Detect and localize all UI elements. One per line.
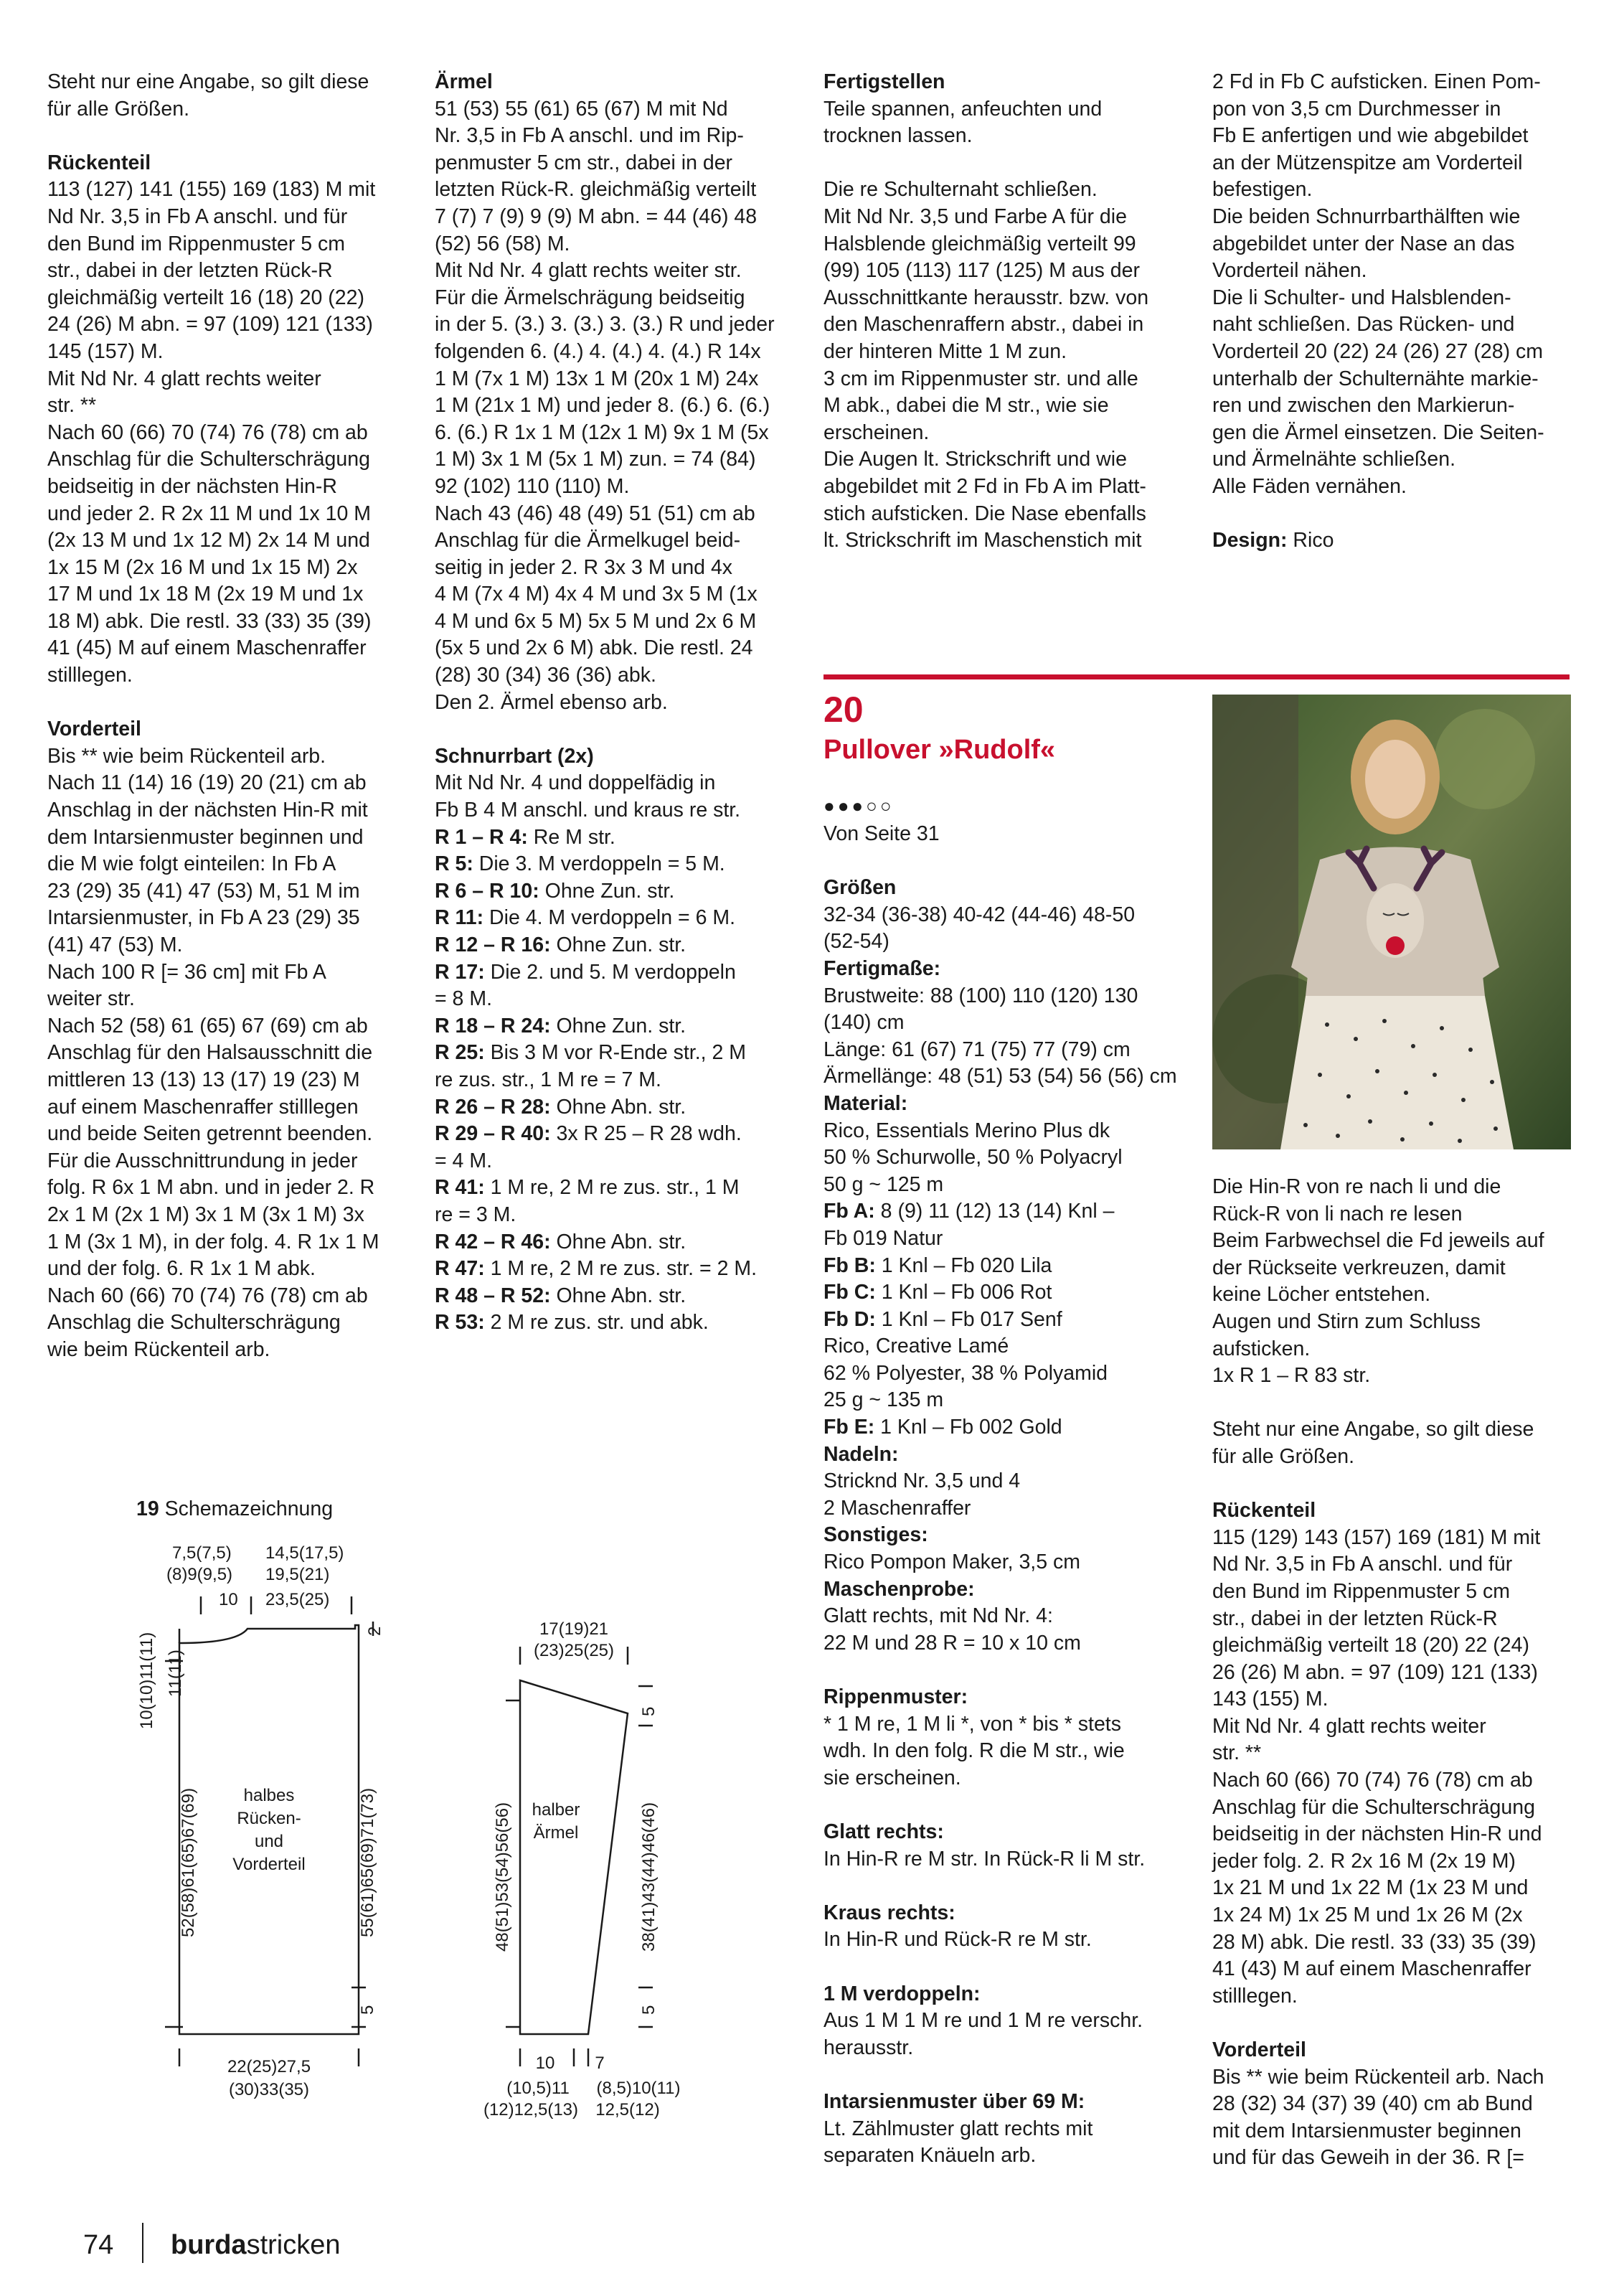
spacer	[435, 716, 808, 743]
column-1	[47, 69, 406, 1364]
sleeve-bottom-left-a: (10,5)11	[506, 2079, 570, 2098]
instruction-row	[435, 905, 808, 932]
column-2	[435, 69, 808, 1337]
section-heading: Fertigmaße:	[823, 956, 941, 980]
instruction-row	[1212, 527, 1578, 555]
section-heading: Schnurrbart (2x)	[435, 744, 594, 768]
row-label: R 1 – R 4:	[435, 825, 528, 849]
instruction-row	[435, 824, 808, 852]
row-text: 2 M re zus. str. und abk.	[484, 1311, 709, 1335]
section-heading: Maschenprobe:	[823, 1577, 975, 1601]
instruction-row	[435, 1309, 808, 1337]
row-label: R 41:	[435, 1176, 485, 1200]
sleeve-top-a: 17(19)21	[539, 1619, 609, 1639]
row-text: 1 M re, 2 M re zus. str. = 2 M.	[484, 1257, 758, 1281]
row-text: Ohne Abn. str.	[550, 1284, 686, 1307]
row-text: 3x R 25 – R 28 wdh. = 4 M.	[435, 1122, 742, 1172]
paragraph: Rico Pompon Maker, 3,5 cm	[823, 1551, 1080, 1574]
body-bottom-b: (30)33(35)	[228, 2080, 310, 2099]
row-label: Fb B:	[823, 1253, 876, 1277]
row-text: Ohne Zun. str.	[550, 1014, 686, 1038]
body-left-height-top: 10(10)11(11)	[137, 1632, 156, 1729]
body-label-1: halbes	[243, 1786, 295, 1805]
instruction-row	[823, 1414, 1189, 1441]
section-heading: Rippenmuster:	[823, 1685, 968, 1708]
body-top-right-b: 19,5(21)	[265, 1565, 330, 1584]
paragraph: Die Hin-R von re nach li und die Rück-R von li nach re lesen Beim Farbwechsel die Fd jeweils auf der Rückseite verkreuzen, damit keine Löcher entstehen. Augen und Stirn zum Schluss aufsticken. 1x R 1 – R 83 str.	[1212, 1175, 1544, 1388]
section-heading: Ärmel	[435, 70, 493, 93]
row-text: Die 3. M verdoppeln = 5 M.	[473, 852, 725, 876]
body-top-left-a: 7,5(7,5)	[172, 1543, 232, 1563]
row-label: Fb E:	[823, 1416, 875, 1439]
paragraph: In Hin-R re M str. In Rück-R li M str.	[823, 1847, 1146, 1871]
paragraph: Teile spannen, anfeuchten und trocknen lassen.	[823, 97, 1103, 148]
row-text: Rico	[1287, 529, 1334, 552]
row-label: R 25:	[435, 1041, 485, 1065]
paragraph: Stricknd Nr. 3,5 und 4 2 Maschenraffer	[823, 1469, 1021, 1520]
schematic-diagram	[115, 1492, 760, 2138]
column-4-finishing	[1212, 69, 1578, 555]
section-heading: Material:	[823, 1091, 908, 1115]
section-heading: Nadeln:	[823, 1442, 899, 1466]
row-text: 1 Knl – Fb 002 Gold	[874, 1416, 1062, 1439]
body-top-left-b: (8)9(9,5)	[166, 1565, 233, 1584]
row-text: 8 (9) 11 (12) 13 (14) Knl – Fb 019 Natur	[823, 1200, 1115, 1250]
paragraph: 32-34 (36-38) 40-42 (44-46) 48-50 (52-54)	[823, 903, 1136, 954]
difficulty-rating: ●●●○○	[823, 795, 895, 817]
body-left-height-small: 11(11)	[166, 1650, 185, 1697]
paragraph: 2 Fd in Fb C aufsticken. Einen Pom- pon von 3,5 cm Durchmesser in Fb E anfertigen und wie abgebildet an der Mützenspitze am Vorderteil befestigen. Die beiden Schnurrbarthälften wie abgebildet unter der Nase an das Vorderteil nähen. Die li Schulter- und Halsblenden- naht schließen. Das Rücken- und Vorderteil 20 (22) 24 (26) 27 (28) cm unterhalb der Schulternähte markie- ren und zwischen den Markierun- gen die Ärmel einsetzen. Die Seiten- und Ärmelnähte schließen. Alle Fäden vernähen.	[1212, 70, 1544, 498]
row-label: R 48 – R 52:	[435, 1284, 551, 1307]
schema-label: Schemazeichnung	[164, 1497, 334, 1520]
sleeve-right-height: 38(41)43(44)46(46)	[639, 1802, 659, 1952]
section-heading: Kraus rechts:	[823, 1901, 955, 1924]
body-top-right-c: 23,5(25)	[265, 1590, 330, 1609]
row-label: R 6 – R 10:	[435, 879, 539, 903]
paragraph: Brustweite: 88 (100) 110 (120) 130 (140) cm Länge: 61 (67) 71 (75) 77 (79) cm Ärmellänge: 48 (51) 53 (54) 56 (56) cm	[823, 984, 1177, 1088]
row-text: Re M str.	[527, 825, 615, 849]
schema-number: 19	[136, 1497, 159, 1520]
body-label-2: Rücken-	[237, 1809, 301, 1828]
spacer	[823, 2061, 1189, 2089]
row-text: Bis 3 M vor R-Ende str., 2 M re zus. str., 1 M re = 7 M.	[435, 1041, 746, 1091]
spacer	[823, 1792, 1189, 1819]
instruction-row	[435, 932, 808, 959]
row-label: R 29 – R 40:	[435, 1122, 551, 1146]
page-number: 74	[83, 2230, 114, 2260]
spacer	[47, 690, 406, 717]
sleeve-bottom-right-b: 12,5(12)	[595, 2100, 660, 2119]
row-text: Die 2. und 5. M verdoppeln = 8 M.	[435, 960, 736, 1011]
row-text: Ohne Zun. str.	[550, 933, 686, 956]
row-label: Fb A:	[823, 1200, 875, 1223]
instruction-row	[435, 1283, 808, 1310]
instruction-row	[435, 851, 808, 878]
row-label: Fb D:	[823, 1307, 876, 1331]
column-3-materials	[823, 821, 1189, 2170]
sleeve-outline	[520, 1680, 628, 2034]
paragraph: Aus 1 M 1 M re und 1 M re verschr. herausstr.	[823, 2009, 1143, 2059]
body-top-10: 10	[219, 1590, 238, 1609]
paragraph: Die re Schulternaht schließen. Mit Nd Nr. 3,5 und Farbe A für die Halsblende gleichmäßig verteilt 99 (99) 105 (113) 117 (125) M aus der Ausschnittkante herausstr. bzw. von den Maschenraffern abstr., dabei in der hinteren Mitte 1 M zun. 3 cm im Rippenmuster str. und alle M abk., dabei die M str., wie sie erscheinen. Die Augen lt. Strickschrift und wie abgebildet mit 2 Fd in Fb A im Platt- stich aufsticken. Die Nase ebenfalls lt. Strickschrift im Maschenstich mit	[823, 178, 1149, 552]
body-label-3: und	[254, 1832, 284, 1851]
paragraph: Steht nur eine Angabe, so gilt diese für alle Größen.	[1212, 1418, 1534, 1468]
section-heading: Intarsienmuster über 69 M:	[823, 2089, 1085, 2113]
spacer	[823, 1954, 1189, 1981]
row-label: R 17:	[435, 960, 485, 984]
section-heading: Rückenteil	[1212, 1499, 1316, 1523]
instruction-row	[823, 1307, 1189, 1334]
sleeve-right-top-5: 5	[639, 1706, 659, 1716]
spacer	[823, 1657, 1189, 1684]
row-label: R 47:	[435, 1257, 485, 1281]
instruction-row	[435, 1175, 808, 1228]
spacer	[823, 1873, 1189, 1900]
row-label: R 42 – R 46:	[435, 1230, 551, 1253]
instruction-row	[823, 1279, 1189, 1307]
spacer	[823, 848, 1189, 875]
row-text: 1 Knl – Fb 017 Senf	[875, 1307, 1062, 1331]
row-label: R 11:	[435, 906, 484, 930]
paragraph: Mit Nd Nr. 4 und doppelfädig in Fb B 4 M anschl. und kraus re str.	[435, 771, 741, 822]
section-heading: Vorderteil	[1212, 2038, 1306, 2061]
sleeve-bottom-left-b: (12)12,5(13)	[483, 2100, 579, 2119]
paragraph: In Hin-R und Rück-R re M str.	[823, 1928, 1092, 1952]
instruction-row	[435, 1040, 808, 1093]
sleeve-left-height: 48(51)53(54)56(56)	[493, 1802, 512, 1952]
instruction-row	[823, 1253, 1189, 1280]
section-heading: Glatt rechts:	[823, 1820, 944, 1843]
brand-light: stricken	[246, 2230, 341, 2260]
brand-bold: burda	[171, 2230, 247, 2260]
paragraph: 115 (129) 143 (157) 169 (181) M mit Nd Nr. 3,5 in Fb A anschl. und für den Bund im Rippenmuster 5 cm str., dabei in der letzten Rück-R gleichmäßig verteilt 18 (20) 22 (24) 26 (26) M abn. = 97 (109) 121 (133) 143 (155) M. Mit Nd Nr. 4 glatt rechts weiter str. ** Nach 60 (66) 70 (74) 76 (78) cm ab Anschlag für die Schulterschrägung beidseitig in der nächsten Hin-R und jeder folg. 2. R 2x 16 M (2x 19 M) 1x 21 M und 1x 22 M (1x 23 M und 1x 24 M) 1x 25 M und 1x 26 M (2x 28 M) abk. Die restl. 33 (33) 35 (39) 41 (43) M auf einem Maschenraffer stilllegen.	[1212, 1525, 1542, 2008]
row-text: Die 4. M verdoppeln = 6 M.	[483, 906, 736, 930]
body-right-5: 5	[358, 2005, 377, 2015]
spacer	[47, 123, 406, 150]
paragraph: Rico, Creative Lamé 62 % Polyester, 38 % Polyamid 25 g ~ 135 m	[823, 1335, 1108, 1412]
instruction-row	[823, 1198, 1189, 1252]
instruction-row	[435, 1121, 808, 1175]
spacer	[823, 150, 1189, 177]
paragraph: Bis ** wie beim Rückenteil arb. Nach 11 (14) 16 (19) 20 (21) cm ab Anschlag in der nächsten Hin-R mit dem Intarsienmuster beginnen und die M wie folgt einteilen: In Fb A 23 (29) 35 (41) 47 (53) M, 51 M im Intarsienmuster, in Fb A 23 (29) 35 (41) 47 (53) M. Nach 100 R [= 36 cm] mit Fb A weiter str. Nach 52 (58) 61 (65) 67 (69) cm ab Anschlag für den Halsausschnitt die mittleren 13 (13) 13 (17) 19 (23) M auf einem Maschenraffer stilllegen und beide Seiten getrennt beenden. Für die Ausschnittrundung in jeder folg. R 6x 1 M abn. und in jeder 2. R 2x 1 M (2x 1 M) 3x 1 M (3x 1 M) 3x 1 M (3x 1 M), in der folg. 4. R 1x 1 M und der folg. 6. R 1x 1 M abk. Nach 60 (66) 70 (74) 76 (78) cm ab Anschlag die Schulterschrägung wie beim Rückenteil arb.	[47, 744, 379, 1361]
row-text: Ohne Zun. str.	[539, 879, 675, 903]
paragraph: 113 (127) 141 (155) 169 (183) M mit Nd Nr. 3,5 in Fb A anschl. und für den Bund im Rippenmuster 5 cm str., dabei in der letzten Rück-R gleichmäßig verteilt 16 (18) 20 (22) 24 (26) M abn. = 97 (109) 121 (133) 145 (157) M. Mit Nd Nr. 4 glatt rechts weiter str. ** Nach 60 (66) 70 (74) 76 (78) cm ab Anschlag für die Schulterschrägung beidseitig in der nächsten Hin-R und jeder 2. R 2x 11 M und 1x 10 M (2x 13 M und 1x 12 M) 2x 14 M und 1x 15 M (2x 16 M und 1x 15 M) 2x 17 M und 1x 18 M (2x 19 M und 1x 18 M) abk. Die restl. 33 (33) 35 (39) 41 (45) M auf einem Maschenraffer stilllegen.	[47, 178, 376, 687]
brand-logo	[171, 2230, 340, 2261]
body-bottom-a: 22(25)27,5	[227, 2057, 311, 2076]
body-left-height-main: 52(58)61(65)67(69)	[179, 1787, 198, 1937]
instruction-row	[435, 1256, 808, 1283]
body-right-height-main: 55(61)65(69)71(73)	[358, 1787, 377, 1937]
sleeve-bottom-10: 10	[535, 2053, 555, 2073]
spacer	[1212, 1471, 1578, 1498]
body-outline	[179, 1625, 359, 2034]
section-divider	[823, 674, 1570, 679]
row-label: R 26 – R 28:	[435, 1095, 551, 1119]
paragraph: Steht nur eine Angabe, so gilt diese für alle Größen.	[47, 70, 369, 121]
sweater-photo	[1212, 695, 1571, 1149]
row-text: 1 M re, 2 M re zus. str., 1 M re = 3 M.	[435, 1176, 740, 1226]
sleeve-label-1: halber	[532, 1800, 580, 1820]
instruction-row	[435, 1094, 808, 1121]
body-top-right-a: 14,5(17,5)	[265, 1543, 344, 1563]
row-label: R 5:	[435, 852, 473, 876]
column-4-instructions	[1212, 1174, 1578, 2172]
instruction-row	[435, 878, 808, 905]
pattern-number: 20	[823, 690, 864, 730]
sleeve-right-bottom-5: 5	[639, 2005, 659, 2015]
row-text: 1 Knl – Fb 020 Lila	[875, 1253, 1052, 1277]
section-heading: Größen	[823, 876, 897, 900]
paragraph: * 1 M re, 1 M li *, von * bis * stets wdh. In den folg. R die M str., wie sie erscheinen.	[823, 1712, 1125, 1789]
section-heading: Vorderteil	[47, 718, 141, 741]
paragraph: Glatt rechts, mit Nd Nr. 4: 22 M und 28 R = 10 x 10 cm	[823, 1604, 1081, 1655]
sleeve-bottom-right-a: (8,5)10(11)	[596, 2079, 681, 2098]
body-label-4: Vorderteil	[232, 1855, 306, 1874]
paragraph: Bis ** wie beim Rückenteil arb. Nach 28 (32) 34 (37) 39 (40) cm ab Bund mit dem Intarsienmuster beginnen und für das Geweih in der 36. R [=	[1212, 2065, 1544, 2170]
spacer	[1212, 501, 1578, 528]
instruction-row	[435, 1229, 808, 1256]
spacer	[1212, 1390, 1578, 1417]
row-label: R 12 – R 16:	[435, 933, 551, 956]
section-heading: Rückenteil	[47, 151, 151, 174]
row-text: Ohne Abn. str.	[550, 1095, 686, 1119]
row-label: Design:	[1212, 529, 1288, 552]
footer-divider	[142, 2223, 143, 2263]
spacer	[1212, 2010, 1578, 2037]
row-text: Ohne Abn. str.	[550, 1230, 686, 1253]
paragraph: 51 (53) 55 (61) 65 (67) M mit Nd Nr. 3,5 in Fb A anschl. und im Rip- penmuster 5 cm str., dabei in der letzten Rück-R. gleichmäßig verteilt 7 (7) 7 (9) 9 (9) M abn. = 44 (46) 48 (52) 56 (58) M. Mit Nd Nr. 4 glatt rechts weiter str. Für die Ärmelschrägung beidseitig in der 5. (3.) 3. (3.) 3. (3.) R und jeder folgenden 6. (4.) 4. (4.) 4. (4.) R 14x 1 M (7x 1 M) 13x 1 M (20x 1 M) 24x 1 M (21x 1 M) und jeder 8. (6.) 6. (6.) 6. (6.) R 1x 1 M (12x 1 M) 9x 1 M (5x 1 M) 3x 1 M (5x 1 M) zun. = 74 (84) 92 (102) 110 (110) M. Nach 43 (46) 48 (49) 51 (51) cm ab Anschlag für die Ärmelkugel beid- seitig in jeder 2. R 3x 3 M und 4x 4 M (7x 4 M) 4x 4 M und 3x 5 M (1x 4 M und 6x 5 M) 5x 5 M und 2x 6 M (5x 5 und 2x 6 M) abk. Die restl. 24 (28) 30 (34) 36 (36) abk. Den 2. Ärmel ebenso arb.	[435, 97, 775, 714]
paragraph: Von Seite 31	[823, 822, 940, 845]
paragraph: Rico, Essentials Merino Plus dk 50 % Schurwolle, 50 % Polyacryl 50 g ~ 125 m	[823, 1119, 1123, 1196]
sleeve-label-2: Ärmel	[533, 1823, 579, 1843]
paragraph: Lt. Zählmuster glatt rechts mit separaten Knäueln arb.	[823, 2117, 1093, 2168]
instruction-row	[435, 1013, 808, 1040]
column-3-finishing	[823, 69, 1189, 555]
sleeve-top-b: (23)25(25)	[533, 1641, 615, 1660]
row-label: Fb C:	[823, 1281, 876, 1304]
row-label: R 53:	[435, 1311, 485, 1335]
row-text: 1 Knl – Fb 006 Rot	[875, 1281, 1052, 1304]
section-heading: Sonstiges:	[823, 1523, 928, 1547]
section-heading: Fertigstellen	[823, 70, 945, 93]
section-heading: 1 M verdoppeln:	[823, 1982, 981, 2005]
instruction-row	[435, 959, 808, 1013]
pattern-title: Pullover »Rudolf«	[823, 735, 1056, 765]
body-side-2: 2	[365, 1626, 384, 1636]
sleeve-bottom-7: 7	[595, 2053, 605, 2073]
row-label: R 18 – R 24:	[435, 1014, 551, 1038]
